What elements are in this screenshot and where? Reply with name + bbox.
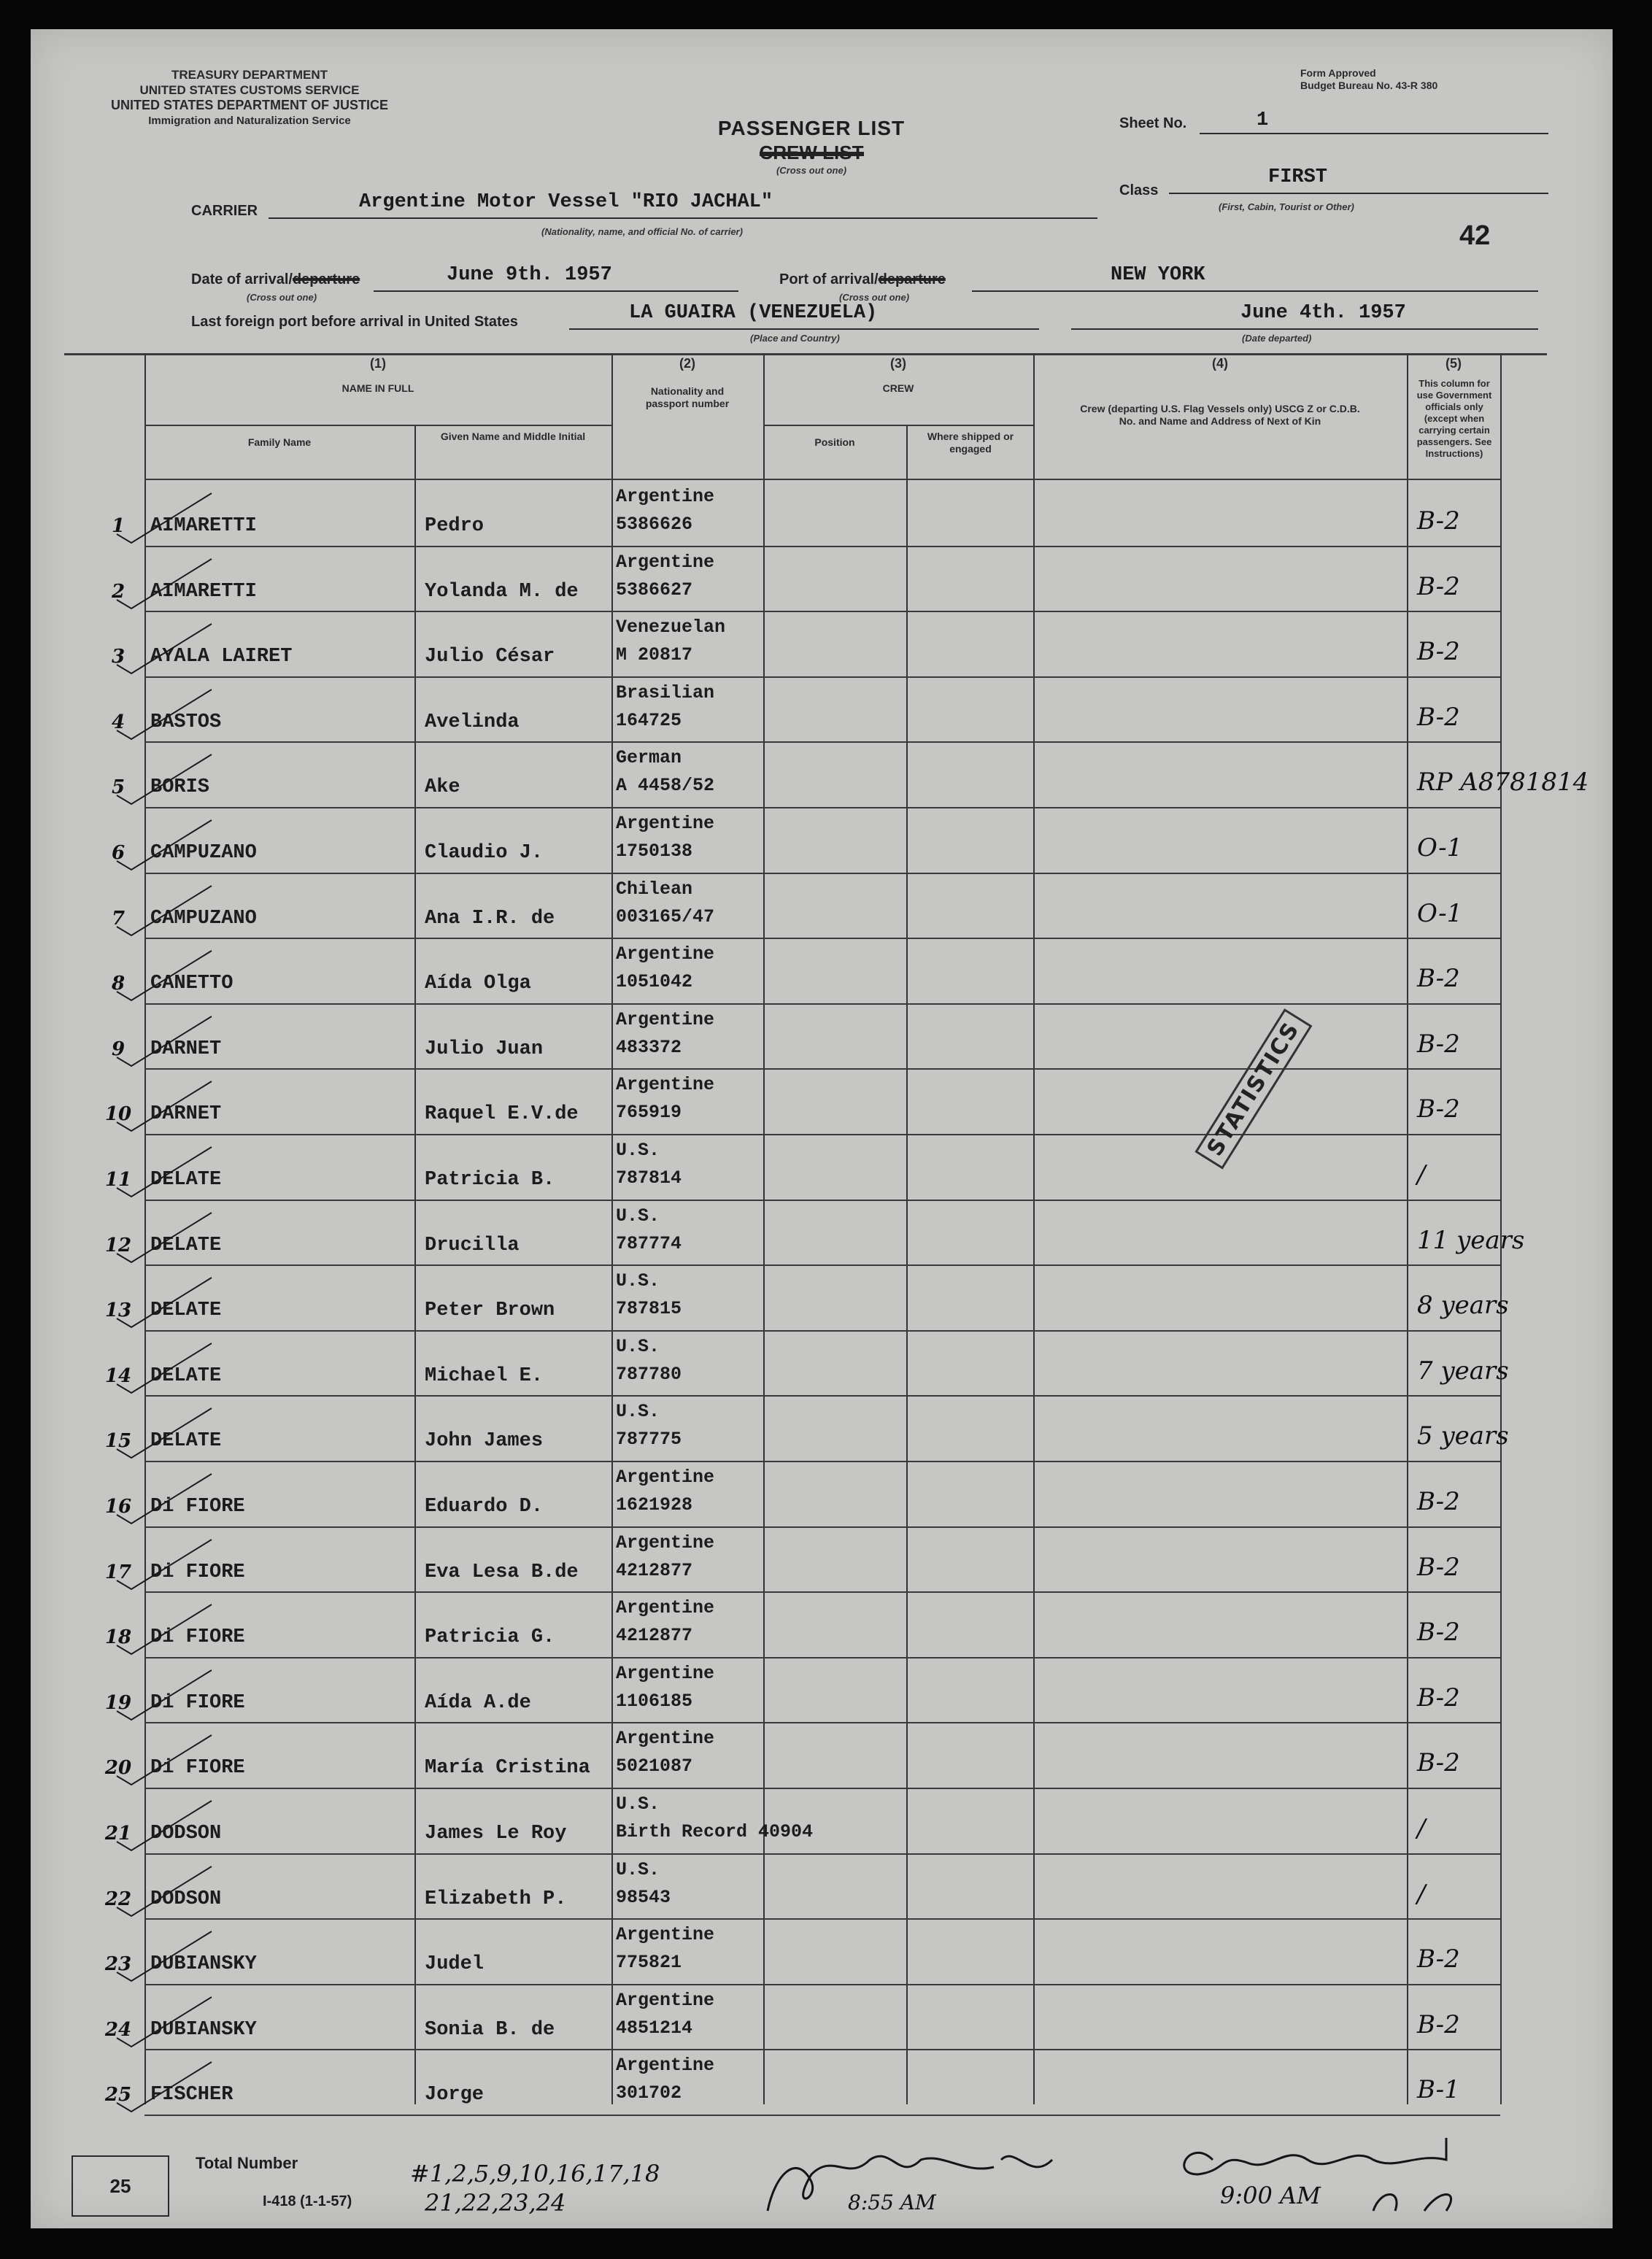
check-mark-icon [109,489,219,547]
family-name: DUBIANSKY [150,1953,257,1976]
page-mark: 42 [1459,220,1491,251]
given-name: Jorge [425,2084,485,2107]
family-name: FISCHER [150,2084,233,2107]
given-name: Julio César [425,646,555,668]
row-number: 1 [111,515,126,537]
family-name: DARNET [150,1038,222,1060]
row-number: 23 [104,1953,132,1976]
given-name: Patricia G. [425,1626,555,1649]
table-row [104,1789,1500,1854]
sheet-underline [1200,133,1548,134]
departed-underline [1071,328,1538,330]
given-name: Aída Olga [425,973,531,995]
family-name: AYALA LAIRET [150,646,293,668]
last-port-label: Last foreign port before arrival in United States [191,314,518,330]
row-number: 19 [104,1691,132,1714]
passport-number: 4851214 [616,2017,693,2039]
passenger-list-sheet [31,29,1613,2228]
family-name: DELATE [150,1300,222,1322]
date-hint: (Cross out one) [247,292,317,303]
nationality: Argentine [616,2055,715,2077]
class-underline [1169,193,1548,194]
row-number: 21 [104,1823,132,1845]
header-bottom-rule [144,479,1500,480]
check-mark-icon [109,946,219,1005]
agency-line-2: UNITED STATES CUSTOMS SERVICE [139,83,360,97]
nationality: Argentine [616,1532,715,1553]
passport-number: 5021087 [616,1756,693,1777]
col5-title: This column for use Government officials only (except when carrying certain passengers. See Instructions) [1416,378,1492,459]
passport-number: 5386627 [616,579,693,601]
family-name: DELATE [150,1169,222,1191]
official-note: / [1417,1814,1426,1843]
row-number: 10 [104,1103,132,1126]
official-note: B-2 [1417,702,1460,732]
row-number: 12 [104,1234,132,1256]
last-port-value: LA GUAIRA (VENEZUELA) [629,302,878,324]
official-note: B-2 [1417,1094,1460,1124]
table-row [104,1593,1500,1658]
passport-number: 787815 [616,1298,682,1320]
table-row [104,1201,1525,1266]
check-mark-icon [109,1796,222,1855]
row-number: 24 [104,2018,132,2041]
col2-title: Nationality and passport number [645,385,730,409]
family-name: DELATE [150,1430,222,1453]
place-hint: (Place and Country) [750,333,840,344]
last-port-underline [569,328,1039,330]
nationality: Argentine [616,486,715,507]
family-name: Di FIORE [150,1626,245,1649]
official-note: 5 years [1417,1421,1509,1451]
official-note: O-1 [1417,898,1463,928]
official-note: / [1417,1879,1426,1909]
official-note: B-2 [1417,1748,1460,1778]
row-number: 14 [104,1364,132,1387]
col-shipped: Where shipped or engaged [927,430,1014,455]
header-split-rule-crew [763,425,1033,426]
passport-number: 787775 [616,1429,682,1451]
table-row [111,612,1500,677]
family-name: DODSON [150,1888,222,1910]
row-number: 17 [104,1561,132,1583]
given-name: Michael E. [425,1364,544,1387]
table-row [111,874,1500,939]
given-name: Pedro [425,515,485,537]
official-note: / [1417,1160,1426,1189]
check-mark-icon [109,1339,222,1397]
table-row [104,2050,1500,2115]
family-name: CAMPUZANO [150,842,257,864]
nationality: Argentine [616,551,715,573]
row-number: 4 [111,711,126,733]
official-note: B-2 [1417,1487,1460,1516]
nationality: Argentine [616,1597,715,1619]
carrier-hint: (Nationality, name, and official No. of carrier) [541,226,743,237]
given-name: Claudio J. [425,842,544,864]
row-number: 15 [104,1430,132,1453]
date-label-struck: departure [292,271,360,287]
class-value: FIRST [1268,166,1328,188]
given-name: Eva Lesa B.de [425,1561,579,1583]
check-mark-icon [109,1208,222,1267]
passport-number: A 4458/52 [616,775,715,797]
header-split-rule-left [144,425,611,426]
table-row [111,939,1500,1004]
official-note: B-2 [1417,571,1460,601]
row-number: 6 [111,842,126,864]
check-mark-icon [109,1012,222,1070]
family-name: DARNET [150,1103,222,1126]
passport-number: 5386626 [616,514,693,535]
passport-number: 765919 [616,1102,682,1124]
family-name: CAMPUZANO [150,907,257,930]
agency-header [74,67,425,128]
row-number: 2 [111,580,126,603]
check-mark-icon [109,2058,219,2116]
passport-number: 483372 [616,1036,682,1058]
given-name: James Le Roy [425,1823,567,1845]
official-note: B-2 [1417,1029,1460,1059]
table-row [104,1658,1500,1723]
table-row [104,1723,1500,1788]
passport-number: 164725 [616,709,682,731]
official-note: 8 years [1417,1291,1509,1321]
nationality: Argentine [616,1467,715,1488]
given-name: Elizabeth P. [425,1888,567,1910]
nationality: Argentine [616,1008,715,1030]
port-label [779,271,946,288]
row-number: 7 [111,907,126,930]
table-row [104,1855,1500,1920]
carrier-label: CARRIER [191,203,258,219]
nationality: U.S. [616,1793,660,1815]
handwritten-time-1: 8:55 AM [848,2190,936,2214]
table-top-rule [64,353,1547,355]
table-row [104,1920,1500,1985]
date-underline [374,290,738,292]
col2-number: (2) [679,356,695,371]
nationality: Argentine [616,1074,715,1096]
family-name: Di FIORE [150,1561,245,1583]
passport-number: 4212877 [616,1559,693,1581]
passenger-table [104,353,1589,2107]
col-given-name: Given Name and Middle Initial [440,430,586,442]
check-mark-icon [109,816,219,874]
official-note: B-2 [1417,964,1460,994]
nationality: U.S. [616,1335,660,1357]
check-mark-icon [109,1077,222,1135]
col1-number: (1) [370,356,386,371]
nationality: Brasilian [616,681,715,703]
check-mark-icon [109,1470,219,1528]
official-note: B-2 [1417,1945,1460,1974]
check-mark-icon [109,685,222,744]
col-position: Position [814,436,855,448]
carrier-underline [269,217,1097,219]
family-name: Di FIORE [150,1496,245,1518]
table-row [104,1135,1500,1200]
sheet-value: 1 [1257,109,1269,131]
nationality: U.S. [616,1270,660,1292]
family-name: DELATE [150,1234,222,1256]
family-name: DODSON [150,1823,222,1845]
given-name: Sonia B. de [425,2018,555,2041]
port-label-text: Port of arrival/ [779,271,879,287]
nationality: U.S. [616,1140,660,1161]
check-mark-icon [109,1731,219,1789]
port-hint: (Cross out one) [839,292,910,303]
table-row [104,1462,1500,1527]
passport-number: 1106185 [616,1690,693,1712]
nationality: Argentine [616,1989,715,2011]
port-underline [972,290,1538,292]
carrier-value: Argentine Motor Vessel "RIO JACHAL" [359,191,773,213]
check-mark-icon [109,1666,219,1724]
family-name: AIMARETTI [150,580,257,603]
passport-number: 1750138 [616,841,693,862]
given-name: Julio Juan [425,1038,544,1060]
given-name: Aída A.de [425,1691,531,1714]
family-name: BORIS [150,776,210,799]
passport-number: 98543 [616,1886,671,1908]
agency-line-3: UNITED STATES DEPARTMENT OF JUSTICE [110,98,388,112]
row-number: 9 [111,1038,126,1060]
agency-line-4: Immigration and Naturalization Service [148,115,351,127]
nationality: Argentine [616,813,715,834]
col4-title: Crew (departing U.S. Flag Vessels only) USCG Z or C.D.B. No. and Name and Address of Next of Kin [1080,403,1360,427]
check-mark-icon [109,1535,219,1594]
date-label [191,271,360,288]
form-approved-block [1300,67,1519,92]
cross-out-hint: (Cross out one) [776,165,847,176]
date-value: June 9th. 1957 [447,264,612,286]
check-mark-icon [109,619,219,678]
check-mark-icon [109,1927,219,1985]
official-note: B-2 [1417,1683,1460,1712]
passport-number: 787780 [616,1363,682,1385]
passport-number: M 20817 [616,644,693,666]
check-mark-icon [109,555,219,613]
row-rule [144,2115,1500,2116]
given-name: Judel [425,1953,485,1976]
table-row [111,743,1589,808]
table-row [104,1070,1500,1135]
row-number: 20 [104,1757,132,1780]
table-row [111,482,1500,547]
date-label-text: Date of arrival/ [191,271,293,287]
family-name: Di FIORE [150,1757,245,1780]
given-name: Eduardo D. [425,1496,544,1518]
official-note: 7 years [1417,1356,1509,1386]
struck-title-wrap [738,142,884,164]
row-number: 25 [104,2084,132,2107]
passport-number: Birth Record 40904 [616,1821,814,1842]
check-mark-icon [109,750,219,808]
class-label: Class [1119,182,1159,198]
check-mark-icon [109,1273,222,1332]
departed-value: June 4th. 1957 [1240,302,1406,324]
official-note: B-2 [1417,637,1460,667]
table-row [111,808,1500,873]
passport-number: 1621928 [616,1494,693,1515]
nationality: Venezuelan [616,617,726,638]
given-name: Yolanda M. de [425,580,579,603]
check-mark-icon [109,1862,222,1920]
family-name: Di FIORE [150,1691,245,1714]
total-number-label: Total Number [196,2154,298,2172]
given-name: Patricia B. [425,1169,555,1191]
passport-number: 301702 [616,2082,682,2104]
nationality: Argentine [616,1728,715,1750]
family-name: DELATE [150,1364,222,1387]
given-name: Avelinda [425,711,520,733]
passport-number: 775821 [616,1952,682,1974]
nationality: German [616,747,682,769]
table-row [104,1266,1509,1331]
official-note: B-2 [1417,506,1460,536]
official-note: 11 years [1417,1225,1525,1255]
col3-number: (3) [890,356,906,371]
family-name: CANETTO [150,973,233,995]
check-mark-icon [109,1600,219,1658]
table-row [104,1528,1500,1593]
agency-line-1: TREASURY DEPARTMENT [171,68,328,82]
table-row [111,678,1500,743]
nationality: U.S. [616,1205,660,1227]
official-note: B-2 [1417,2009,1460,2039]
given-name: María Cristina [425,1757,590,1780]
table-row [104,1985,1500,2050]
passport-number: 4212877 [616,1625,693,1647]
given-name: John James [425,1430,544,1453]
given-name: Ake [425,776,460,799]
handwritten-numbers-2: 21,22,23,24 [425,2189,566,2217]
passport-number: 1051042 [616,971,693,993]
form-approved-text: Form Approved [1300,67,1376,79]
row-number: 13 [104,1300,132,1322]
passport-number: 787814 [616,1167,682,1189]
departed-hint: (Date departed) [1242,333,1312,344]
struck-crew-list: CREW LIST [759,142,864,163]
nationality: Argentine [616,1662,715,1684]
col5-number: (5) [1446,356,1462,371]
budget-bureau-text: Budget Bureau No. 43-R 380 [1300,80,1438,91]
official-note: RP A8781814 [1417,768,1589,798]
passport-number: 003165/47 [616,905,715,927]
col-family-name: Family Name [247,436,312,448]
col3-title: CREW [882,382,914,394]
sheet-label: Sheet No. [1119,115,1187,131]
official-note: B-1 [1417,2075,1460,2105]
form-number: I-418 (1-1-57) [263,2193,352,2209]
official-note: B-2 [1417,1552,1460,1582]
col1-title: NAME IN FULL [341,382,414,394]
nationality: Argentine [616,943,715,965]
check-mark-icon [109,1143,222,1201]
given-name: Raquel E.V.de [425,1103,579,1126]
row-number: 5 [111,776,126,799]
family-name: BASTOS [150,711,222,733]
given-name: Drucilla [425,1234,520,1256]
statistics-stamp: STATISTICS [1194,1008,1312,1169]
form-title: PASSENGER LIST [717,117,906,139]
row-number: 18 [104,1626,132,1649]
total-number-box: 25 [72,2155,169,2217]
row-number: 8 [111,973,126,995]
nationality: U.S. [616,1858,660,1880]
given-name: Peter Brown [425,1300,555,1322]
passport-number: 787774 [616,1232,682,1254]
row-number: 22 [104,1888,132,1910]
col4-number: (4) [1212,356,1228,371]
handwritten-numbers-1: #1,2,5,9,10,16,17,18 [410,2160,660,2187]
row-number: 11 [104,1169,132,1191]
nationality: Argentine [616,1924,715,1946]
check-mark-icon [109,881,219,940]
class-hint: (First, Cabin, Tourist or Other) [1219,201,1354,212]
check-mark-icon [109,1404,222,1462]
family-name: DUBIANSKY [150,2018,257,2041]
port-value: NEW YORK [1111,264,1205,286]
table-row [111,547,1500,612]
port-label-struck: departure [878,271,946,287]
family-name: AIMARETTI [150,515,257,537]
handwritten-time-2: 9:00 AM [1220,2182,1321,2209]
row-number: 16 [104,1496,132,1518]
nationality: Chilean [616,878,693,900]
table-row [104,1332,1509,1397]
nationality: U.S. [616,1401,660,1423]
check-mark-icon [109,1993,219,2051]
official-note: O-1 [1417,833,1463,862]
table-row [104,1397,1509,1461]
official-note: B-2 [1417,1618,1460,1648]
row-number: 3 [111,646,126,668]
given-name: Ana I.R. de [425,907,555,930]
